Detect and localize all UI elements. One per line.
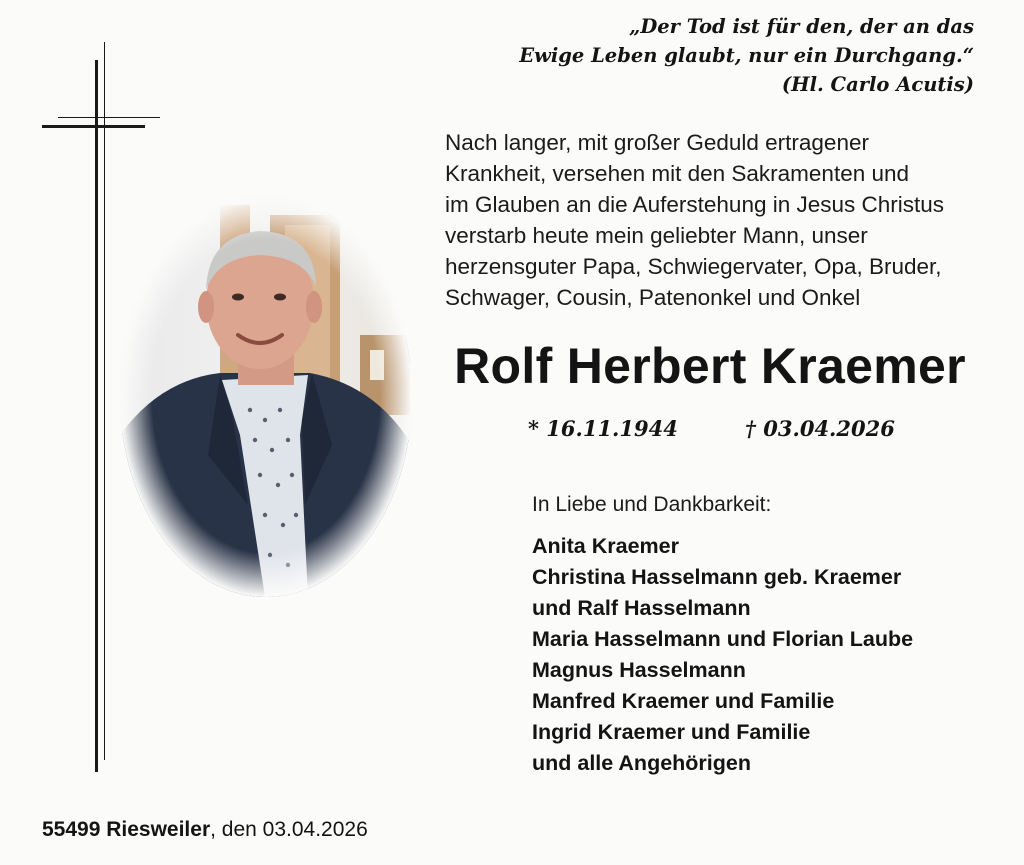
mourner-line: und Ralf Hasselmann bbox=[532, 596, 751, 620]
place-date: , den 03.04.2026 bbox=[210, 818, 368, 841]
intro-line: Schwager, Cousin, Patenonkel und Onkel bbox=[445, 285, 861, 310]
mourner-line: Ingrid Kraemer und Familie bbox=[532, 720, 811, 744]
mourner-line: Manfred Kraemer und Familie bbox=[532, 689, 835, 713]
quote-author: (Hl. Carlo Acutis) bbox=[781, 73, 974, 96]
quote-line: Ewige Leben glaubt, nur ein Durchgang.“ bbox=[519, 44, 974, 67]
mourner-line: Magnus Hasselmann bbox=[532, 658, 746, 682]
intro-line: Krankheit, versehen mit den Sakramenten und bbox=[445, 161, 910, 186]
quote-line: „Der Tod ist für den, der an das bbox=[629, 15, 974, 38]
cross-horizontal-bar bbox=[42, 125, 145, 128]
mourner-line: Maria Hasselmann und Florian Laube bbox=[532, 627, 914, 651]
mourner-line: und alle Angehörigen bbox=[532, 751, 751, 775]
cross-vertical-bar bbox=[95, 60, 98, 772]
birth-date: * 16.11.1944 bbox=[528, 416, 678, 441]
intro-line: Nach langer, mit großer Geduld ertragener bbox=[445, 130, 869, 155]
deceased-name: Rolf Herbert Kraemer bbox=[454, 338, 966, 394]
mourner-line: Christina Hasselmann geb. Kraemer bbox=[532, 565, 902, 589]
intro-line: herzensguter Papa, Schwiegervater, Opa, Bruder, bbox=[445, 254, 942, 279]
death-date: † 03.04.2026 bbox=[745, 416, 895, 441]
place-town: 55499 Riesweiler bbox=[42, 818, 211, 841]
mourner-line: Anita Kraemer bbox=[532, 534, 679, 558]
cross-horizontal-thin-line bbox=[58, 117, 160, 118]
mourners-intro: In Liebe und Dankbarkeit: bbox=[532, 493, 772, 516]
portrait-photo bbox=[120, 195, 412, 597]
quote-block bbox=[480, 12, 974, 99]
place-date-line bbox=[42, 815, 368, 845]
mourners-list bbox=[532, 531, 1002, 779]
cross-vertical-thin-line bbox=[104, 42, 105, 760]
intro-line: im Glauben an die Auferstehung in Jesus Christus bbox=[445, 192, 945, 217]
intro-text bbox=[445, 127, 990, 313]
intro-line: verstarb heute mein geliebter Mann, unser bbox=[445, 223, 868, 248]
